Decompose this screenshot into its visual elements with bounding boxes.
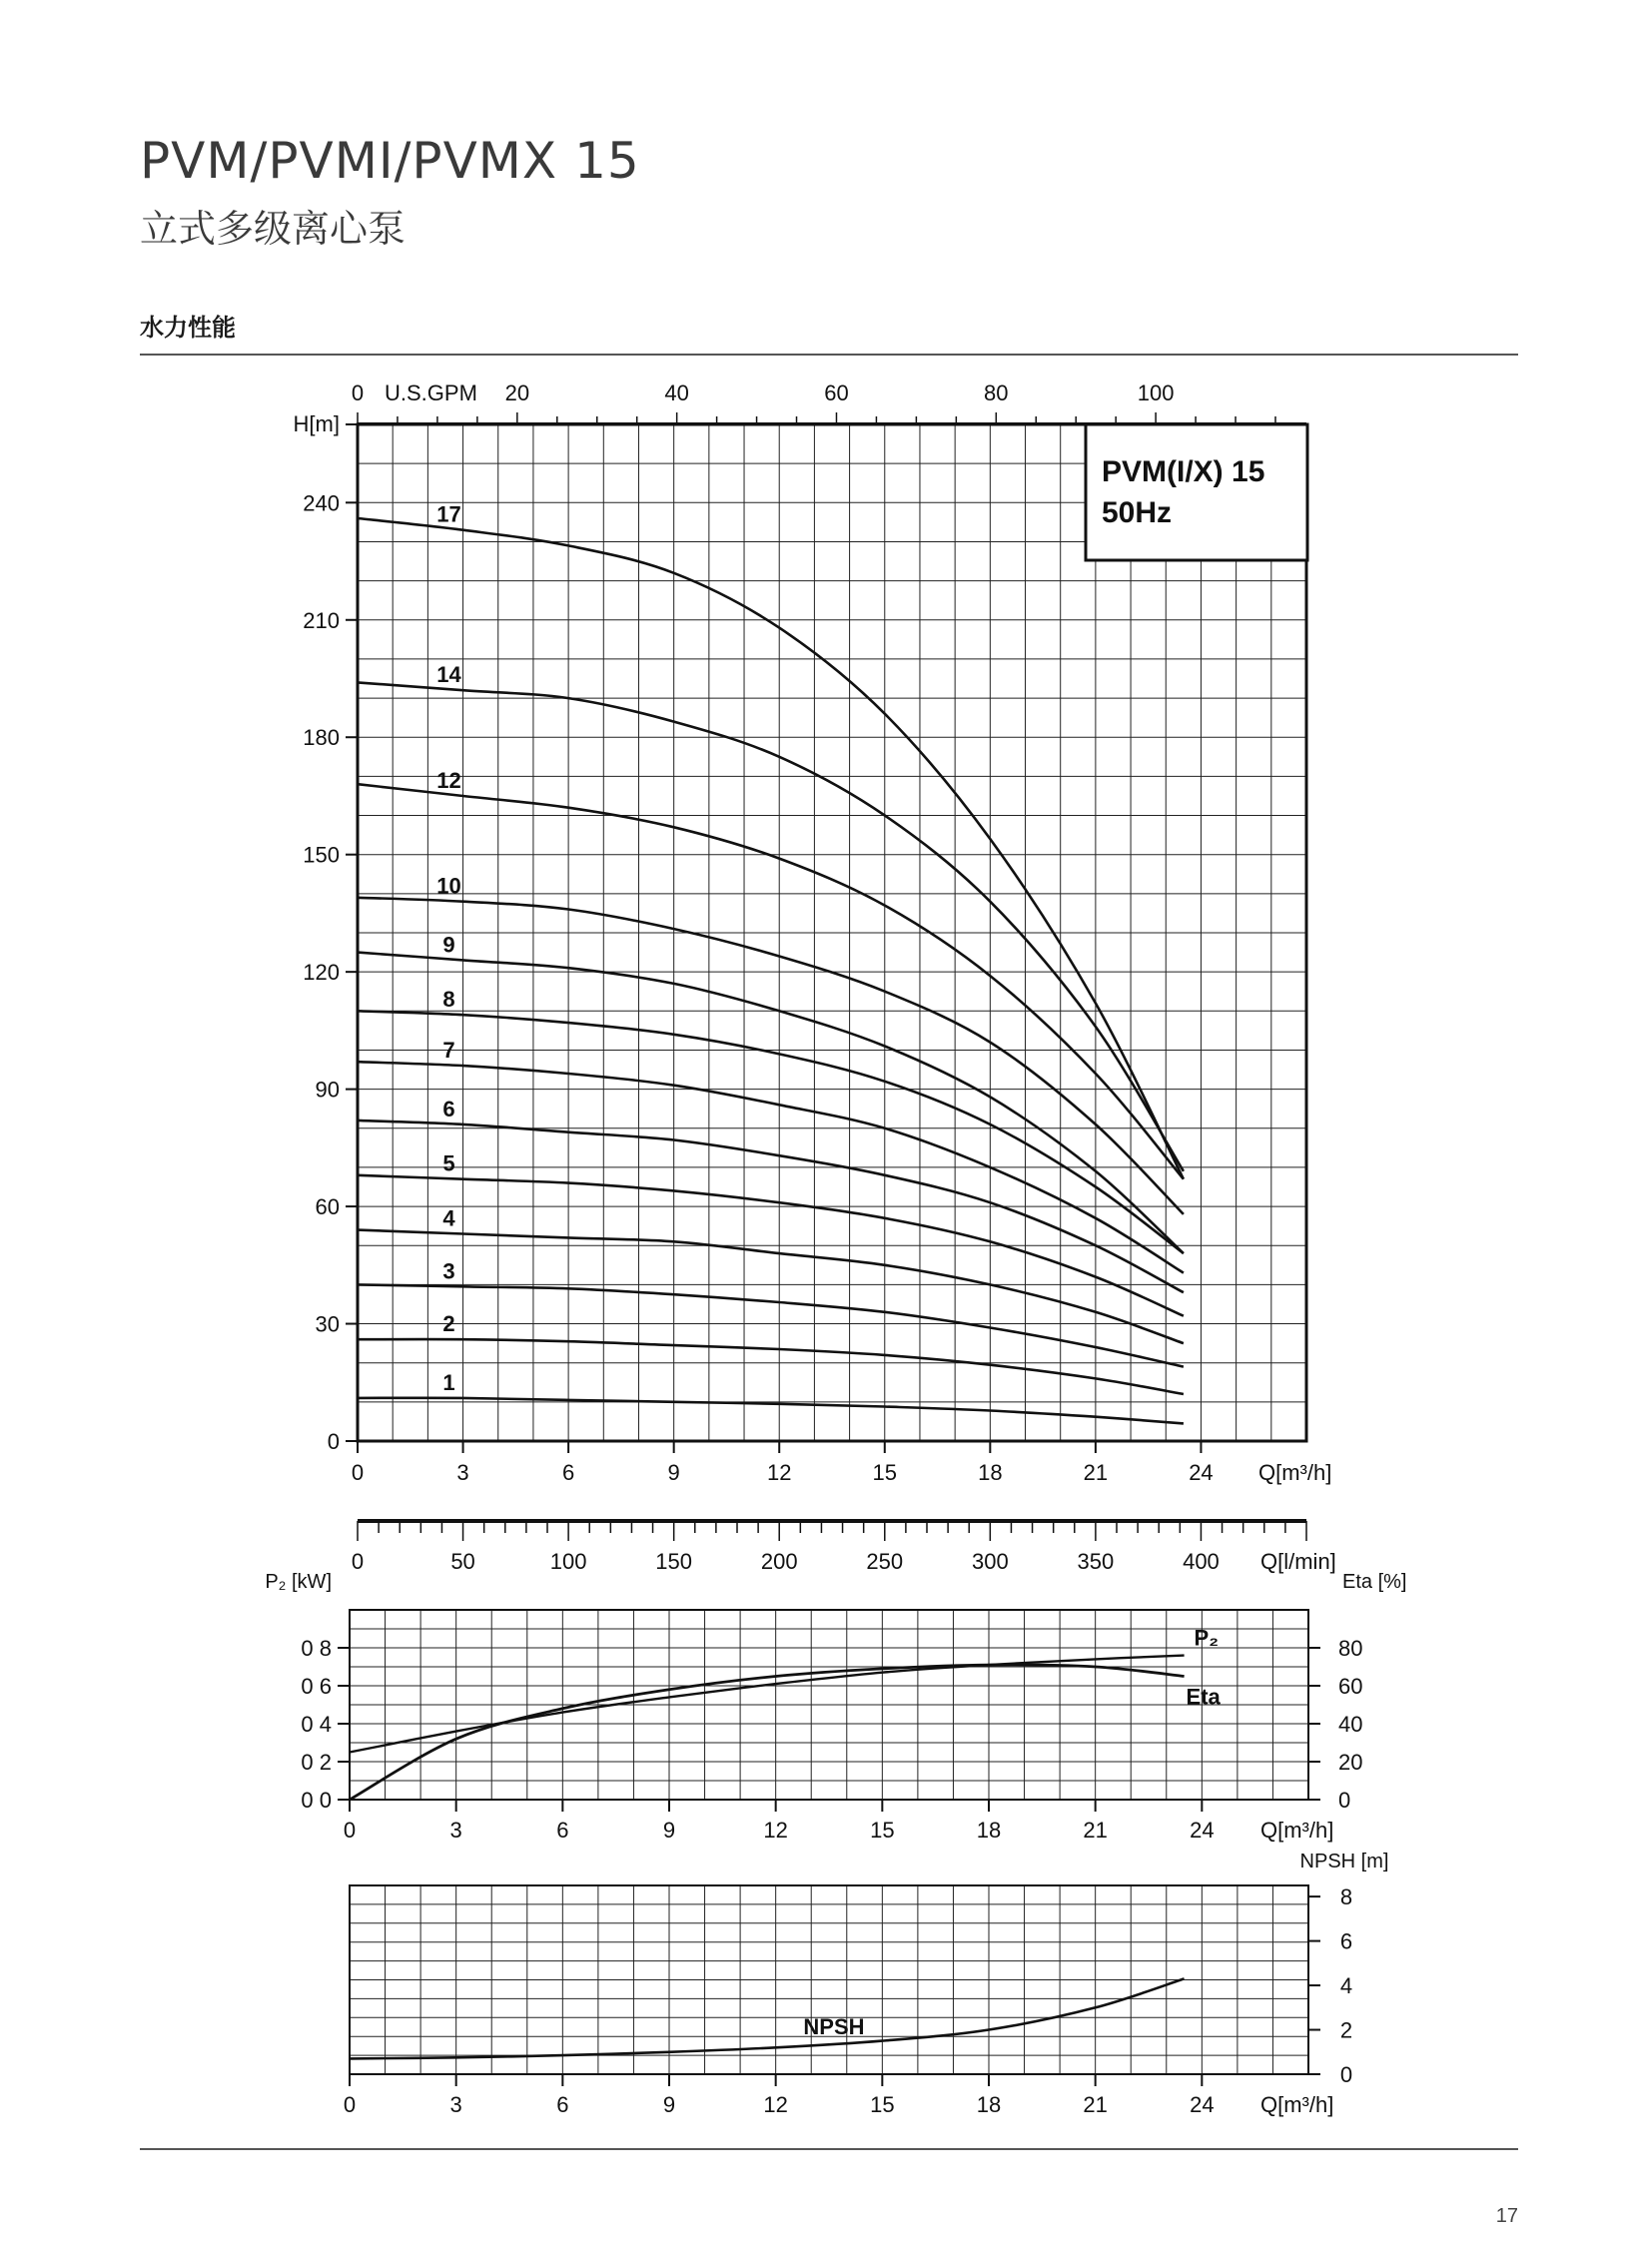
x-tick-label: 24 — [1190, 2092, 1215, 2117]
curve-label-3: 3 — [442, 1258, 455, 1284]
curve-label-4: 4 — [442, 1205, 455, 1231]
curve-label-10: 10 — [436, 873, 461, 899]
top-axis-label: U.S.GPM — [385, 380, 477, 405]
right-tick-label: 8 — [1339, 1884, 1353, 1910]
top-axis-tick-label: 0 — [351, 380, 365, 405]
y-tick-label: 60 — [315, 1194, 340, 1220]
x-tick-label: 21 — [1083, 1460, 1109, 1485]
curve-label-17: 17 — [436, 501, 461, 527]
page-title: PVM/PVMI/PVMX 15 — [140, 132, 640, 190]
flow-axis-tick-label: 50 — [450, 1549, 475, 1574]
curve-label-12: 12 — [436, 767, 461, 793]
x-tick-label: 24 — [1189, 1460, 1214, 1485]
flow-axis-tick-label: 300 — [971, 1549, 1009, 1574]
x-tick-label: 9 — [667, 1460, 680, 1485]
x-tick-label: 3 — [456, 1460, 469, 1485]
y-tick-label: 240 — [303, 490, 340, 516]
chart-title: PVM(I/X) 15 — [1102, 455, 1265, 488]
flow-axis-label: Q[l/min] — [1260, 1549, 1336, 1574]
x-tick-label: 21 — [1083, 1818, 1108, 1843]
y-tick-label: 120 — [303, 960, 340, 986]
x-axis-label: Q[m³/h] — [1260, 1818, 1334, 1843]
x-tick-label: 9 — [662, 1818, 676, 1843]
x-tick-label: 6 — [561, 1460, 575, 1485]
x-tick-label: 12 — [763, 2092, 788, 2117]
head-curve-2 — [358, 1339, 1184, 1394]
curve-p2 — [350, 1656, 1185, 1753]
x-tick-label: 21 — [1083, 2092, 1108, 2117]
x-tick-label: 12 — [766, 1460, 792, 1485]
right-tick-label: 60 — [1338, 1674, 1363, 1699]
x-tick-label: 6 — [556, 1818, 569, 1843]
y-tick-label: 30 — [315, 1311, 340, 1337]
left-axis-label: P₂ [kW] — [265, 1571, 332, 1593]
x-tick-label: 15 — [870, 1818, 895, 1843]
flow-axis-tick-label: 150 — [655, 1549, 693, 1574]
head-chart-grid — [358, 424, 1306, 1441]
section-heading: 水力性能 — [140, 314, 236, 342]
x-tick-label: 0 — [343, 2092, 357, 2117]
top-axis-tick-label: 60 — [824, 380, 849, 405]
y-tick-label: 90 — [315, 1077, 340, 1103]
flow-axis-tick-label: 250 — [866, 1549, 904, 1574]
head-curve-8 — [358, 1011, 1184, 1253]
curve-label-14: 14 — [436, 662, 461, 688]
right-tick-label: 6 — [1339, 1928, 1353, 1954]
flow-axis-tick-label: 100 — [549, 1549, 587, 1574]
right-tick-label: 2 — [1339, 2017, 1353, 2043]
right-tick-label: 0 — [1338, 1788, 1351, 1813]
curve-label-eta: Eta — [1186, 1684, 1221, 1710]
chart-title-box — [1086, 424, 1307, 560]
chart-subtitle: 50Hz — [1102, 496, 1173, 529]
x-tick-label: 15 — [872, 1460, 898, 1485]
x-tick-label: 18 — [978, 1460, 1003, 1485]
right-tick-label: 20 — [1338, 1750, 1363, 1775]
left-tick-label: 0 6 — [301, 1674, 332, 1699]
flow-axis-tick-label: 400 — [1183, 1549, 1220, 1574]
curve-label-6: 6 — [442, 1096, 455, 1121]
right-tick-label: 80 — [1338, 1636, 1363, 1661]
left-tick-label: 0 8 — [301, 1636, 332, 1661]
curve-label-p2: P₂ — [1194, 1625, 1220, 1651]
head-curve-17 — [358, 518, 1184, 1179]
x-tick-label: 6 — [556, 2092, 569, 2117]
flow-axis-tick-label: 200 — [760, 1549, 798, 1574]
y-axis-label: H[m] — [293, 411, 340, 436]
x-tick-label: 24 — [1190, 1818, 1215, 1843]
curve-npsh — [350, 1978, 1185, 2058]
curve-label-npsh: NPSH — [803, 2013, 865, 2039]
left-tick-label: 0 4 — [301, 1712, 332, 1737]
curve-label-5: 5 — [442, 1150, 455, 1176]
power-chart-grid — [350, 1610, 1308, 1800]
head-curve-12 — [358, 784, 1184, 1178]
y-tick-label: 0 — [327, 1429, 340, 1454]
y-tick-label: 180 — [303, 725, 340, 751]
curve-label-9: 9 — [442, 932, 455, 958]
x-tick-label: 12 — [763, 1818, 788, 1843]
x-tick-label: 18 — [976, 1818, 1002, 1843]
right-tick-label: 4 — [1339, 1973, 1353, 1999]
page-number: 17 — [1495, 2205, 1518, 2227]
left-tick-label: 0 0 — [301, 1788, 332, 1813]
right-tick-label: 0 — [1339, 2062, 1353, 2087]
right-axis-label: Eta [%] — [1342, 1571, 1407, 1593]
curve-label-7: 7 — [442, 1038, 455, 1064]
x-tick-label: 18 — [976, 2092, 1002, 2117]
x-tick-label: 3 — [449, 1818, 462, 1843]
flow-axis-tick-label: 350 — [1077, 1549, 1115, 1574]
x-tick-label: 15 — [870, 2092, 895, 2117]
x-axis-label: Q[m³/h] — [1260, 2092, 1334, 2117]
top-axis-tick-label: 40 — [664, 380, 689, 405]
left-tick-label: 0 2 — [301, 1750, 332, 1775]
x-tick-label: 9 — [662, 2092, 676, 2117]
x-axis-label: Q[m³/h] — [1258, 1460, 1332, 1485]
npsh-axis-label: NPSH [m] — [1299, 1851, 1389, 1872]
right-tick-label: 40 — [1338, 1712, 1363, 1737]
top-axis-tick-label: 80 — [984, 380, 1009, 405]
page-subtitle: 立式多级离心泵 — [140, 207, 407, 251]
head-curve-10 — [358, 898, 1184, 1214]
flow-axis-tick-label: 0 — [351, 1549, 365, 1574]
x-tick-label: 0 — [351, 1460, 365, 1485]
curve-label-8: 8 — [442, 987, 455, 1013]
x-tick-label: 0 — [343, 1818, 357, 1843]
x-tick-label: 3 — [449, 2092, 462, 2117]
top-axis-tick-label: 100 — [1137, 380, 1175, 405]
curve-label-1: 1 — [442, 1369, 455, 1395]
head-curve-14 — [358, 682, 1184, 1170]
top-axis-tick-label: 20 — [504, 380, 530, 405]
head-curve-3 — [358, 1284, 1184, 1366]
curve-label-2: 2 — [442, 1311, 455, 1337]
y-tick-label: 210 — [303, 607, 340, 633]
y-tick-label: 150 — [303, 842, 340, 868]
